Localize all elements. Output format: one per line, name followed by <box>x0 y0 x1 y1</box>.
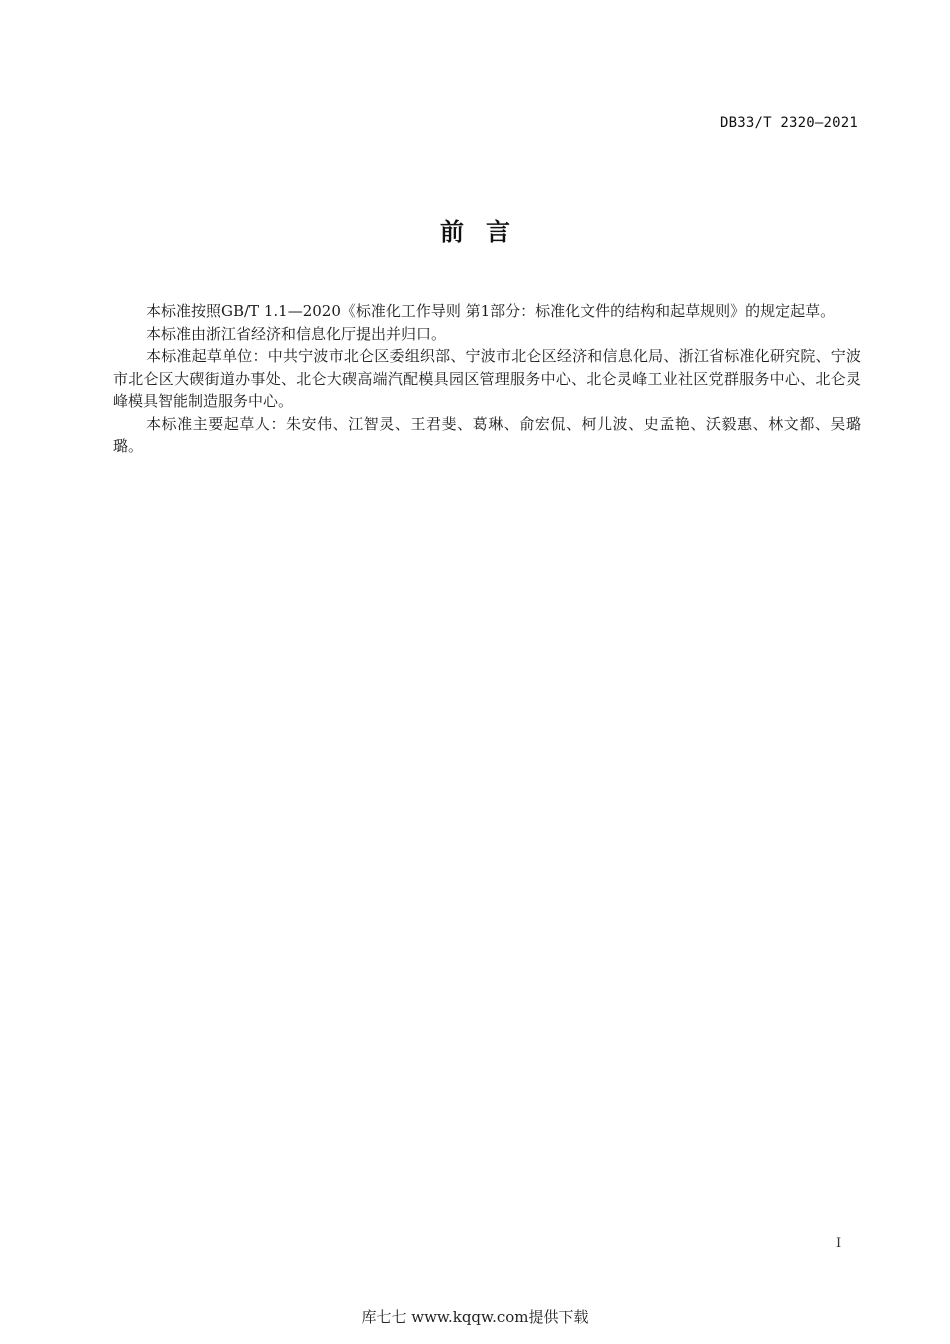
document-code: DB33/T 2320—2021 <box>719 115 858 131</box>
paragraph-proposer: 本标准由浙江省经济和信息化厅提出并归口。 <box>146 324 447 343</box>
download-watermark: 库七七 www.kqqw.com提供下载 <box>361 1308 589 1326</box>
page-title: 前言 <box>440 218 532 246</box>
paragraph-drafters: 本标准主要起草人：朱安伟、江智灵、王君斐、葛琳、俞宏侃、柯儿波、史孟艳、沃毅惠、林文都、吴璐璐。 <box>113 414 861 455</box>
paragraph-drafting-rules: 本标准按照GB/T 1.1—2020《标准化工作导则 第1部分：标准化文件的结构和起草规则》的规定起草。 <box>146 302 836 320</box>
page-number: I <box>836 1236 842 1251</box>
foreword-body <box>113 300 861 458</box>
paragraph-drafting-units: 本标准起草单位：中共宁波市北仑区委组织部、宁波市北仑区经济和信息化局、浙江省标准化研究院、宁波市北仑区大碶街道办事处、北仑大碶高端汽配模具园区管理服务中心、北仑灵峰工业社区党群服务中心、北仑灵峰模具智能制造服务中心。 <box>113 347 861 410</box>
